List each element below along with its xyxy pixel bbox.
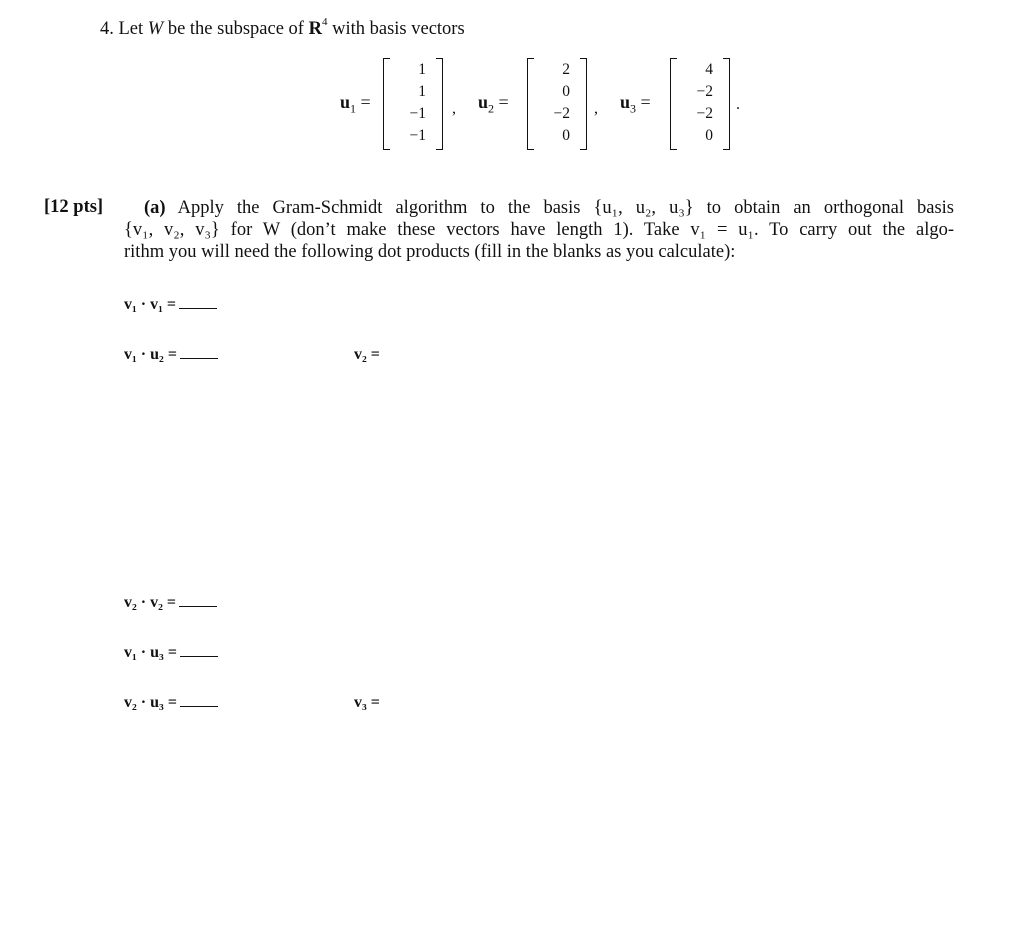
- vector-u2-label: $u_2$ =: [478, 92, 509, 116]
- matrix-entry: −2: [696, 105, 713, 122]
- vector-separator: ,: [452, 100, 456, 117]
- vector-u3-matrix: [670, 58, 730, 150]
- vector-u2-matrix: [527, 58, 587, 150]
- eq-v2-dot-u3: v₂ · u₃ =: [124, 694, 218, 712]
- part-a-line-1: (a) Apply the Gram-Schmidt algorithm to the basis {u₁, u₂, u₃} to obtain an orthogonal basis: [144, 198, 955, 218]
- answer-blank[interactable]: [180, 655, 218, 657]
- answer-blank[interactable]: [180, 705, 218, 707]
- intro-text-pre: Let: [118, 19, 144, 40]
- vector-u3-label: $u_3$ =: [620, 92, 651, 116]
- eq-v3: v₃ =: [354, 694, 380, 711]
- part-a-line-2: {v₁, v₂, v₃} for W (don’t make these vectors have length 1). Take v₁ = u₁. To carry out the algo-: [124, 220, 954, 240]
- answer-blank[interactable]: [179, 605, 217, 607]
- eq-v2-dot-v2: v₂ · v₂ =: [124, 594, 217, 612]
- vector-separator: ,: [594, 100, 598, 117]
- eq-v2: v₂ =: [354, 346, 380, 363]
- intro-text-mid: be the subspace of: [167, 19, 304, 40]
- eq-v1-dot-v1: v₁ · v₁ =: [124, 296, 217, 314]
- matrix-entry: 1: [418, 83, 426, 100]
- matrix-entry: 0: [705, 127, 713, 144]
- matrix-entry: 0: [562, 127, 570, 144]
- matrix-entry: −2: [553, 105, 570, 122]
- matrix-entry: 0: [562, 83, 570, 100]
- answer-blank[interactable]: [180, 357, 218, 359]
- points-label: [12 pts]: [44, 197, 104, 217]
- subspace-symbol: W: [147, 19, 164, 40]
- matrix-entry: 1: [418, 61, 426, 78]
- real-space-symbol: R: [308, 19, 322, 40]
- matrix-entry: −1: [409, 127, 426, 144]
- vector-u1-label: $u_1$ =: [340, 92, 371, 116]
- eq-v1-dot-u3: v₁ · u₃ =: [124, 644, 218, 662]
- real-space-exponent: 4: [321, 16, 328, 28]
- answer-blank[interactable]: [179, 307, 217, 309]
- vector-u1-matrix: [383, 58, 443, 150]
- vector-separator: .: [736, 96, 740, 113]
- problem-statement: [100, 18, 465, 40]
- eq-v1-dot-u2: v₁ · u₂ =: [124, 346, 218, 364]
- matrix-entry: −2: [696, 83, 713, 100]
- matrix-entry: 2: [562, 61, 570, 78]
- intro-text-post: with basis vectors: [332, 19, 465, 40]
- part-a-letter: (a): [144, 198, 166, 218]
- matrix-entry: 4: [705, 61, 713, 78]
- part-a-line-3: rithm you will need the following dot products (fill in the blanks as you calculate):: [124, 242, 736, 262]
- matrix-entry: −1: [409, 105, 426, 122]
- problem-number: 4.: [100, 19, 114, 40]
